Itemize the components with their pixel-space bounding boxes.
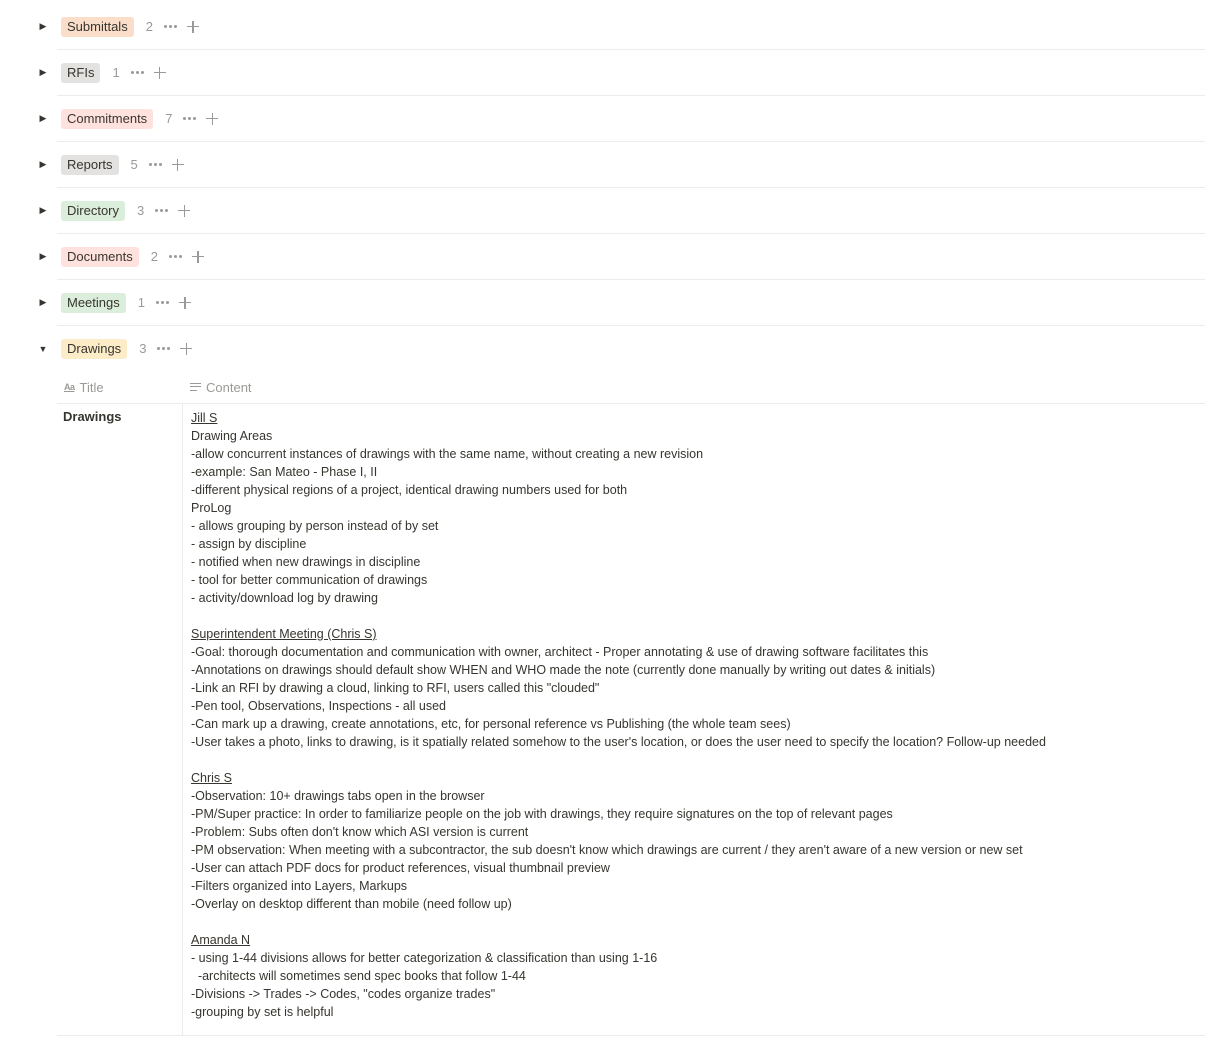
content-text: ProLog: [191, 501, 232, 515]
group-table: [57, 371, 1205, 1036]
content-line: [191, 787, 1197, 805]
content-text: - tool for better communication of drawings: [191, 573, 428, 587]
group-header-directory: [39, 188, 1205, 234]
board-groups: [0, 4, 1205, 1036]
content-line: [191, 841, 1197, 859]
group-tag[interactable]: Meetings: [61, 293, 126, 313]
text-property-icon: Aa: [64, 382, 75, 392]
more-icon[interactable]: [155, 204, 168, 218]
content-line: [191, 913, 1197, 931]
group-count: 2: [150, 249, 158, 264]
content-line: [191, 733, 1197, 751]
group-header-rfis: [39, 50, 1205, 96]
content-text: -Link an RFI by drawing a cloud, linking to RFI, users called this "clouded": [191, 681, 600, 695]
content-line: [191, 427, 1197, 445]
content-text: -Pen tool, Observations, Inspections - all used: [191, 699, 446, 713]
content-line: [191, 679, 1197, 697]
content-text: - using 1-44 divisions allows for better categorization & classification than using 1-16: [191, 951, 658, 965]
content-text: - activity/download log by drawing: [191, 591, 378, 605]
content-text: -User can attach PDF docs for product references, visual thumbnail preview: [191, 861, 610, 875]
group-header-drawings: [38, 326, 1205, 371]
content-text: -example: San Mateo - Phase I, II: [191, 465, 378, 479]
content-text: -different physical regions of a project, identical drawing numbers used for both: [191, 483, 628, 497]
content-line: [191, 931, 1197, 949]
group-count: 1: [112, 65, 120, 80]
content-line: [191, 535, 1197, 553]
content-line: [191, 895, 1197, 913]
content-line: [191, 517, 1197, 535]
content-line: [191, 607, 1197, 625]
triangle-right-icon[interactable]: ▶: [39, 205, 47, 215]
content-line: [191, 625, 1197, 643]
group-tag[interactable]: Documents: [61, 247, 139, 267]
content-line: [191, 1003, 1197, 1021]
content-text: -grouping by set is helpful: [191, 1005, 334, 1019]
content-heading: Chris S: [191, 771, 232, 785]
more-icon[interactable]: [156, 296, 169, 310]
row-title-cell[interactable]: Drawings: [57, 404, 183, 1035]
plus-icon[interactable]: [192, 251, 204, 263]
lines-icon: [190, 383, 201, 392]
group-count: 3: [137, 203, 145, 218]
content-line: [191, 571, 1197, 589]
triangle-right-icon[interactable]: ▶: [39, 21, 47, 31]
content-line: [191, 589, 1197, 607]
content-text: -architects will sometimes send spec books that follow 1-44: [191, 969, 526, 983]
content-heading: Superintendent Meeting (Chris S): [191, 627, 377, 641]
content-line: [191, 877, 1197, 895]
content-line: [191, 697, 1197, 715]
plus-icon[interactable]: [179, 297, 191, 309]
triangle-right-icon[interactable]: ▶: [39, 251, 47, 261]
group-tag[interactable]: RFIs: [61, 63, 100, 83]
content-text: -Goal: thorough documentation and communication with owner, architect - Proper annotating & use of drawing software facilitates this: [191, 645, 929, 659]
content-text: -Divisions -> Trades -> Codes, "codes organize trades": [191, 987, 496, 1001]
plus-icon[interactable]: [172, 159, 184, 171]
group-header-submittals: [39, 4, 1205, 50]
group-header-meetings: [39, 280, 1205, 326]
content-line: [191, 967, 1197, 985]
content-text: - notified when new drawings in discipline: [191, 555, 421, 569]
triangle-down-icon[interactable]: ▼: [38, 343, 48, 354]
group-count: 1: [137, 295, 145, 310]
group-tag[interactable]: Reports: [61, 155, 119, 175]
group-tag[interactable]: Submittals: [61, 17, 134, 37]
content-text: -Problem: Subs often don't know which ASI version is current: [191, 825, 529, 839]
content-line: [191, 859, 1197, 877]
group-count: 2: [145, 19, 153, 34]
content-text: -Can mark up a drawing, create annotations, etc, for personal reference vs Publishing (the whole team sees): [191, 717, 791, 731]
group-count: 7: [165, 111, 173, 126]
more-icon[interactable]: [164, 20, 177, 34]
content-line: [191, 463, 1197, 481]
more-icon[interactable]: [169, 250, 182, 264]
content-heading: Amanda N: [191, 933, 251, 947]
content-text: Drawing Areas: [191, 429, 273, 443]
content-line: [191, 643, 1197, 661]
more-icon[interactable]: [131, 66, 144, 80]
content-text: - assign by discipline: [191, 537, 307, 551]
content-line: [191, 823, 1197, 841]
content-heading: Jill S: [191, 411, 218, 425]
row-content-cell[interactable]: [183, 404, 1205, 1035]
content-text: -Filters organized into Layers, Markups: [191, 879, 408, 893]
plus-icon[interactable]: [187, 21, 199, 33]
content-text: -Overlay on desktop different than mobile (need follow up): [191, 897, 512, 911]
content-text: -Observation: 10+ drawings tabs open in the browser: [191, 789, 485, 803]
content-line: [191, 949, 1197, 967]
group-tag[interactable]: Commitments: [61, 109, 153, 129]
column-title-label: Title: [79, 379, 104, 395]
group-count: 5: [130, 157, 138, 172]
content-text: -allow concurrent instances of drawings with the same name, without creating a new revision: [191, 447, 704, 461]
content-line: [191, 409, 1197, 427]
content-line: [191, 751, 1197, 769]
column-content-label: Content: [206, 379, 252, 395]
more-icon[interactable]: [183, 112, 196, 126]
column-header-content[interactable]: [183, 371, 252, 403]
triangle-right-icon[interactable]: ▶: [39, 297, 47, 307]
group-header-documents: [39, 234, 1205, 280]
triangle-right-icon[interactable]: ▶: [39, 113, 47, 123]
content-line: [191, 661, 1197, 679]
group-tag[interactable]: Drawings: [61, 339, 127, 359]
triangle-right-icon[interactable]: ▶: [39, 159, 47, 169]
plus-icon[interactable]: [178, 205, 190, 217]
content-line: [191, 481, 1197, 499]
group-header-reports: [39, 142, 1205, 188]
more-icon[interactable]: [149, 158, 162, 172]
content-line: [191, 769, 1197, 787]
content-text: -Annotations on drawings should default show WHEN and WHO made the note (currently done manually by writing out dates & initials): [191, 663, 936, 677]
plus-icon[interactable]: [180, 343, 192, 355]
plus-icon[interactable]: [154, 67, 166, 79]
content-text: -PM/Super practice: In order to familiarize people on the job with drawings, they require signatures on the top of relevant pages: [191, 807, 893, 821]
content-text: -PM observation: When meeting with a subcontractor, the sub doesn't know which drawings are current / they aren't aware of a new version or new set: [191, 843, 1023, 857]
column-header-title[interactable]: [57, 371, 183, 403]
content-line: [191, 805, 1197, 823]
content-line: [191, 715, 1197, 733]
content-text: - allows grouping by person instead of by set: [191, 519, 439, 533]
content-line: [191, 445, 1197, 463]
content-line: [191, 499, 1197, 517]
plus-icon[interactable]: [206, 113, 218, 125]
content-line: [191, 553, 1197, 571]
group-tag[interactable]: Directory: [61, 201, 125, 221]
table-row[interactable]: [57, 404, 1205, 1036]
more-icon[interactable]: [157, 342, 170, 356]
content-line: [191, 985, 1197, 1003]
table-header: [57, 371, 1205, 404]
triangle-right-icon[interactable]: ▶: [39, 67, 47, 77]
group-header-commitments: [39, 96, 1205, 142]
group-count: 3: [139, 341, 147, 356]
content-text: -User takes a photo, links to drawing, is it spatially related somehow to the user's location, or does the user need to specify the location? Follow-up needed: [191, 735, 1046, 749]
